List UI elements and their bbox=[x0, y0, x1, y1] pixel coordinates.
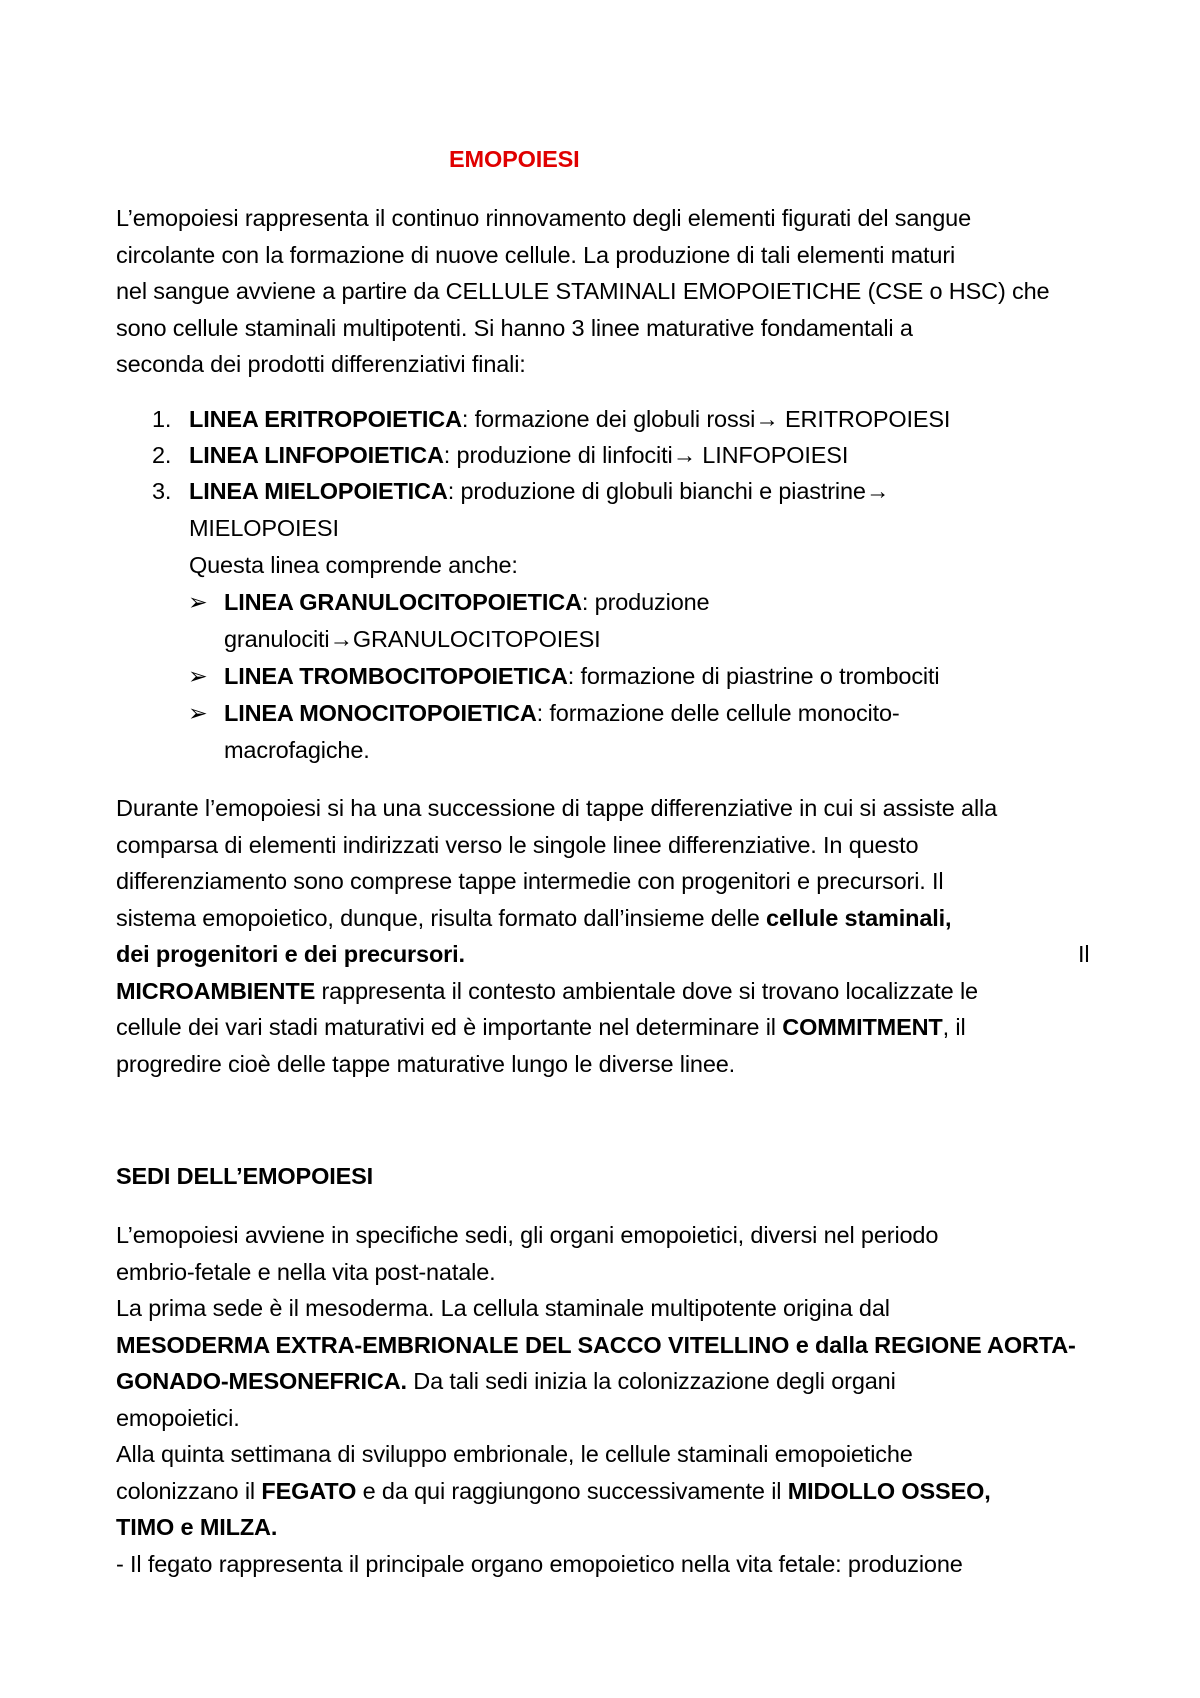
list-number: 2. bbox=[152, 442, 172, 468]
text-line: emopoietici. bbox=[116, 1404, 240, 1431]
text-line: embrio-fetale e nella vita post-natale. bbox=[116, 1258, 496, 1285]
term-bold: LINEA ERITROPOIETICA bbox=[189, 406, 462, 432]
arrow-right-icon: → bbox=[329, 626, 353, 652]
term-bold: dei progenitori e dei precursori. bbox=[116, 941, 465, 967]
term-bold: MESODERMA EXTRA-EMBRIONALE DEL SACCO VITELLINO e dalla REGIONE AORTA- bbox=[116, 1331, 1076, 1358]
text-line: La prima sede è il mesoderma. La cellula staminale multipotente origina dal bbox=[116, 1295, 890, 1321]
text-line: progredire cioè delle tappe maturative lungo le diverse linee. bbox=[116, 1050, 736, 1077]
arrow-right-icon: → bbox=[672, 442, 696, 468]
document-title: EMOPOIESI bbox=[449, 146, 580, 172]
paragraph-differenziamento bbox=[116, 790, 1091, 1082]
term-bold: LINEA MONOCITOPOIETICA bbox=[224, 700, 537, 726]
term-bold: MIDOLLO OSSEO, bbox=[787, 1477, 991, 1504]
text-line: sistema emopoietico, dunque, risulta formato dall’insieme delle cellule staminali, bbox=[116, 904, 952, 931]
text-line bbox=[116, 1509, 1091, 1546]
arrow-bullet-icon: ➢ bbox=[188, 700, 208, 726]
text-line: dei progenitori e dei precursori. Il bbox=[116, 941, 1090, 967]
term-bold: TIMO e MILZA. bbox=[116, 1514, 278, 1540]
arrow-right-icon: → bbox=[755, 406, 779, 432]
arrow-right-icon: → bbox=[865, 478, 890, 504]
text-line: - Il fegato rappresenta il principale organo emopoietico nella vita fetale: produzione bbox=[116, 1550, 963, 1577]
section-heading: SEDI DELL’EMOPOIESI bbox=[116, 1163, 374, 1189]
term-bold: FEGATO bbox=[261, 1477, 357, 1504]
term-bold: MICROAMBIENTE bbox=[116, 977, 316, 1004]
intro-paragraph bbox=[116, 200, 1091, 383]
paragraph-sedi bbox=[116, 1217, 1091, 1582]
list-number: 1. bbox=[152, 406, 172, 432]
text-line: seconda dei prodotti differenziativi finali: bbox=[116, 351, 526, 377]
text-line: MICROAMBIENTE rappresenta il contesto ambientale dove si trovano localizzate le bbox=[116, 977, 978, 1004]
text-line: GONADO-MESONEFRICA. Da tali sedi inizia la colonizzazione degli organi bbox=[116, 1368, 896, 1394]
text-line: L’emopoiesi rappresenta il continuo rinnovamento degli elementi figurati del sangue bbox=[116, 205, 971, 231]
text-line: circolante con la formazione di nuove cellule. La produzione di tali elementi maturi bbox=[116, 241, 956, 268]
text-line: colonizzano il FEGATO e da qui raggiungono successivamente il MIDOLLO OSSEO, bbox=[116, 1477, 991, 1504]
term-bold: GONADO-MESONEFRICA. bbox=[116, 1368, 407, 1394]
term-bold: LINEA GRANULOCITOPOIETICA bbox=[224, 589, 582, 615]
document-page: EMOPOIESI L’emopoiesi rappresenta il continuo rinnovamento degli elementi figurati del sangue circolante con la formazione di nuove cellule. La produzione di tali elementi maturi nel sangue avviene a partire da CELLULE STAMINALI EMOPOIETICHE (CSE o HSC) che sono cellule staminali multipotenti. Si hanno 3 linee maturative fondamentali a seconda dei prodotti differenziativi finali: 1. LINEA ERITROPOIETICA: formazione dei globuli rossi→ ERITROPOIESI 2. LINEA LINFOPOIETICA: produzione di linfociti→ LINFOPOIESI 3. LINEA MIELOPOIETICA: produzione di globuli bianchi e piastrine→ MIELOPOIESI Questa linea comprende anche: ➢ LINEA GRANULOCITOPOIETICA: produzione granulociti→GRANULOCITOPOIESI ➢ LINEA TROMBOCITOPOIETICA: formazione di piastrine o trombociti ➢ LINEA MONOCITOPOIETICA: formazione delle cellule monocito- macrofagiche. Durante l’emopoiesi si ha una successione di tappe differenziative in cui si assiste alla comparsa di elementi indirizzati verso le singole linee differenziative. In questo differenziamento sono comprese tappe intermedie con progenitori e precursori. Il sistema emopoietico, dunque, risulta formato dall’insieme delle cellule staminali, dei progenitori e dei precursori. Il MICROAMBIENTE rappresenta il contesto ambientale dove si trovano localizzate le cellule dei vari stadi maturativi ed è importante nel determinare il COMMITMENT, il progredire cioè delle tappe maturative lungo le diverse linee. SEDI DELL’EMOPOIESI L’emopoiesi avviene in specifiche sedi, gli organi emopoietici, diversi nel periodo embrio-fetale e nella vita post-natale. La prima sede è il mesoderma. La cellula staminale multipotente origina dal MESODERMA EXTRA-EMBRIONALE DEL SACCO VITELLINO e dalla REGIONE AORTA- GONADO-MESONEFRICA. Da tali sedi inizia la colonizzazione degli organi emopoietici. Alla quinta settimana di sviluppo embrionale, le cellule staminali emopoietiche colonizzano il FEGATO e da qui raggiungono successivamente il MIDOLLO OSSEO, TIMO e MILZA. - Il fegato rappresenta il principale organo emopoietico nella vita fetale: produzione bbox=[0, 0, 1200, 1698]
term-bold: LINEA MIELOPOIETICA bbox=[189, 478, 448, 504]
text-line: comparsa di elementi indirizzati verso le singole linee differenziative. In questo bbox=[116, 831, 919, 858]
text-line: Durante l’emopoiesi si ha una successione di tappe differenziative in cui si assiste alla bbox=[116, 795, 998, 821]
list-number: 3. bbox=[152, 478, 172, 504]
term-bold: LINEA LINFOPOIETICA bbox=[189, 442, 444, 468]
text-line: nel sangue avviene a partire da CELLULE STAMINALI EMOPOIETICHE (CSE o HSC) che bbox=[116, 278, 1050, 304]
text-line: sono cellule staminali multipotenti. Si hanno 3 linee maturative fondamentali a bbox=[116, 314, 913, 341]
text-line: cellule dei vari stadi maturativi ed è importante nel determinare il COMMITMENT, il bbox=[116, 1014, 966, 1040]
text-line bbox=[116, 1327, 1091, 1364]
text-line: L’emopoiesi avviene in specifiche sedi, gli organi emopoietici, diversi nel periodo bbox=[116, 1222, 939, 1248]
text-line: differenziamento sono comprese tappe intermedie con progenitori e precursori. Il bbox=[116, 868, 944, 894]
arrow-bullet-icon: ➢ bbox=[188, 663, 208, 689]
term-bold: LINEA TROMBOCITOPOIETICA bbox=[224, 663, 568, 689]
term-bold: cellule staminali, bbox=[766, 904, 952, 931]
text-line: Alla quinta settimana di sviluppo embrionale, le cellule staminali emopoietiche bbox=[116, 1441, 913, 1467]
arrow-bullet-icon: ➢ bbox=[188, 589, 208, 615]
term-bold: COMMITMENT bbox=[782, 1014, 943, 1040]
